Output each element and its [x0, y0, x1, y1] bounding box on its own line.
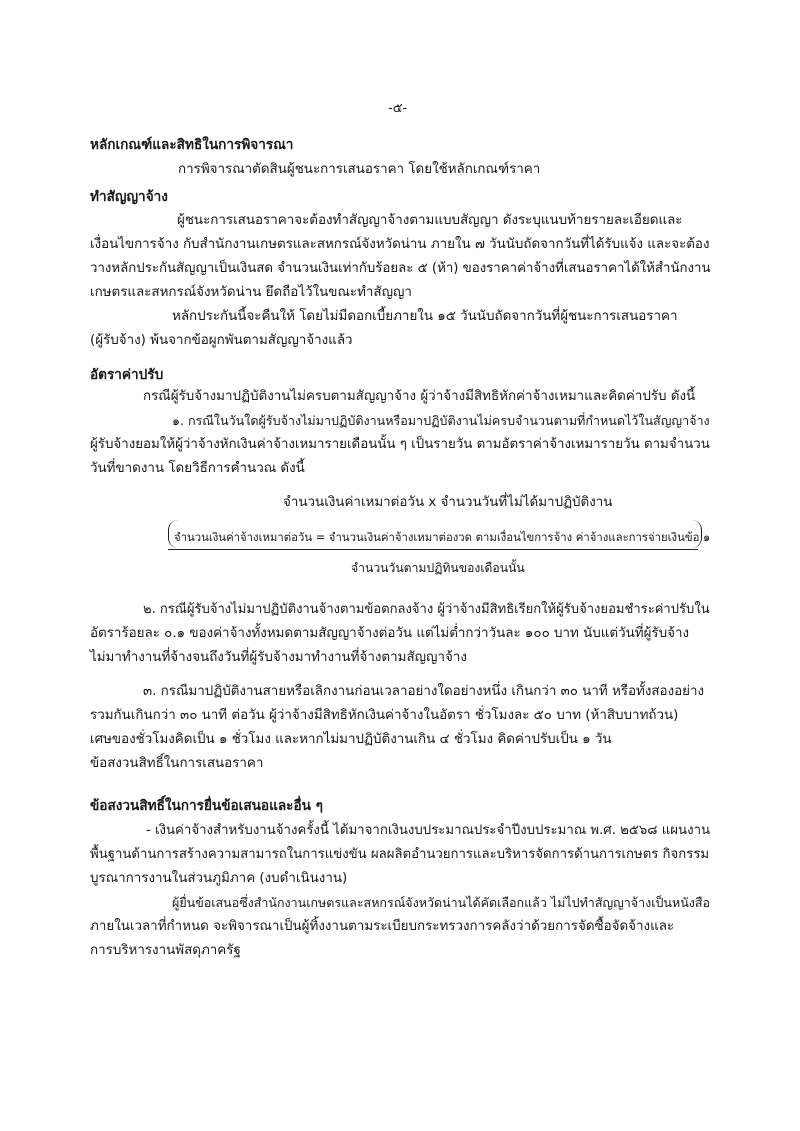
formula-main: จำนวนเงินค่าเหมาต่อวัน x จำนวนวันที่ไม่ได้มาปฏิบัติงาน — [283, 495, 613, 510]
contract-paragraph-line: ผู้ชนะการเสนอราคาจะต้องทำสัญญาจ้างตามแบบสัญญา ดังระบุแนบท้ายรายละเอียดและ — [177, 213, 683, 228]
penalty-line: ๑. กรณีในวันใดผู้รับจ้างไม่มาปฏิบัติงานหรือมาปฏิบัติงานไม่ครบจำนวนตามที่กำหนดไว้ในสัญญาจ้าง — [172, 413, 710, 428]
contract-paragraph-line: เงื่อนไขการจ้าง กับสำนักงานเกษตรและสหกรณ์จังหวัดน่าน ภายใน ๗ วันนับถัดจากวันที่ได้รับแจ้ง และจะต้อง — [90, 237, 710, 252]
page-number: -๕- — [388, 101, 408, 116]
reservation-line: พื้นฐานด้านการสร้างความสามารถในการแข่งขัน ผลผลิตอำนวยการและบริหารจัดการด้านการเกษตร กิจกรรม — [90, 847, 710, 862]
contract-paragraph-line: หลักประกันนี้จะคืนให้ โดยไม่มีดอกเบี้ยภายใน ๑๕ วันนับถัดจากวันที่ผู้ชนะการเสนอราคา — [172, 309, 678, 324]
penalty-line: ผู้รับจ้างยอมให้ผู้ว่าจ้างหักเงินค่าจ้างเหมารายเดือนนั้น ๆ เป็นรายวัน ตามอัตราค่าจ้างเหมารายวัน ตามจำนวน — [90, 437, 710, 452]
formula-numerator: จำนวนเงินค่าจ้างเหมาต่อวัน = จำนวนเงินค่าจ้างเหมาต่องวด ตามเงื่อนไขการจ้าง ค่าจ้างและการจ่ายเงินข้อ ๑ — [174, 530, 711, 544]
criteria-text: การพิจารณาตัดสินผู้ชนะการเสนอราคา โดยใช้หลักเกณฑ์ราคา — [178, 162, 541, 177]
criteria-heading: หลักเกณฑ์และสิทธิในการพิจารณา — [90, 137, 294, 153]
formula-denominator: จำนวนวันตามปฏิทินของเดือนนั้น — [351, 561, 525, 575]
penalty-line: ๓. กรณีมาปฏิบัติงานสายหรือเลิกงานก่อนเวลาอย่างใดอย่างหนึ่ง เกินกว่า ๓๐ นาที หรือทั้งสองอย่าง — [143, 684, 705, 699]
contract-paragraph-line: วางหลักประกันสัญญาเป็นเงินสด จำนวนเงินเท่ากับร้อยละ ๕ (ห้า) ของราคาค่าจ้างที่เสนอราคาได้ให้สำนักงาน — [90, 261, 711, 276]
contract-heading: ทำสัญญาจ้าง — [90, 189, 168, 205]
penalty-line: ๒. กรณีผู้รับจ้างไม่มาปฏิบัติงานจ้างตามข้อตกลงจ้าง ผู้ว่าจ้างมีสิทธิเรียกให้ผู้รับจ้างยอมชำระค่าปรับใน — [143, 602, 710, 617]
reservation-line: ผู้ยื่นข้อเสนอซึ่งสำนักงานเกษตรและสหกรณ์จังหวัดน่านได้คัดเลือกแล้ว ไม่ไปทำสัญญาจ้างเป็นหนังสือ — [172, 895, 711, 910]
penalty-line: เศษของชั่วโมงคิดเป็น ๑ ชั่วโมง และหากไม่มาปฏิบัติงานเกิน ๔ ชั่วโมง คิดค่าปรับเป็น ๑ วัน — [90, 732, 612, 747]
penalty-line: ไม่มาทำงานที่จ้างจนถึงวันที่ผู้รับจ้างมาทำงานที่จ้างตามสัญญาจ้าง — [90, 650, 467, 665]
reservation-heading: ข้อสงวนสิทธิ์ในการยื่นข้อเสนอและอื่น ๆ — [90, 798, 323, 814]
penalty-line: รวมกันเกินกว่า ๓๐ นาที ต่อวัน ผู้ว่าจ้างมีสิทธิหักเงินค่าจ้างในอัตรา ชั่วโมงละ ๕๐ บาท (ห้าสิบบาทถ้วน) — [90, 708, 679, 723]
contract-paragraph-line: เกษตรและสหกรณ์จังหวัดน่าน ยึดถือไว้ในขณะทำสัญญา — [90, 285, 412, 300]
penalty-line: วันที่ขาดงาน โดยวิธีการคำนวณ ดังนี้ — [90, 461, 305, 476]
reservation-line: การบริหารงานพัสดุภาครัฐ — [90, 943, 241, 958]
formula-fraction-bar — [168, 549, 698, 550]
reservation-line: - เงินค่าจ้างสำหรับงานจ้างครั้งนี้ ได้มาจากเงินงบประมาณประจำปีงบประมาณ พ.ศ. ๒๕๖๘ แผนงาน — [146, 823, 711, 838]
reservation-line: ภายในเวลาที่กำหนด จะพิจารณาเป็นผู้ทิ้งงานตามระเบียบกระทรวงการคลังว่าด้วยการจัดซื้อจัดจ้างและ — [90, 919, 675, 934]
penalty-line: กรณีผู้รับจ้างมาปฏิบัติงานไม่ครบตามสัญญาจ้าง ผู้ว่าจ้างมีสิทธิหักค่าจ้างเหมาและคิดค่าปรับ ดังนี้ — [143, 389, 696, 404]
contract-paragraph-line: (ผู้รับจ้าง) พ้นจากข้อผูกพันตามสัญญาจ้างแล้ว — [90, 333, 353, 348]
penalty-line: ข้อสงวนสิทธิ์ในการเสนอราคา — [90, 756, 264, 771]
penalty-heading: อัตราค่าปรับ — [90, 367, 164, 383]
penalty-line: อัตราร้อยละ ๐.๑ ของค่าจ้างทั้งหมดตามสัญญาจ้างต่อวัน แต่ไม่ต่ำกว่าวันละ ๑๐๐ บาท นับแต่วันที่ผู้รับจ้าง — [90, 626, 690, 641]
reservation-line: บูรณาการงานในส่วนภูมิภาค (งบดำเนินงาน) — [90, 871, 348, 886]
